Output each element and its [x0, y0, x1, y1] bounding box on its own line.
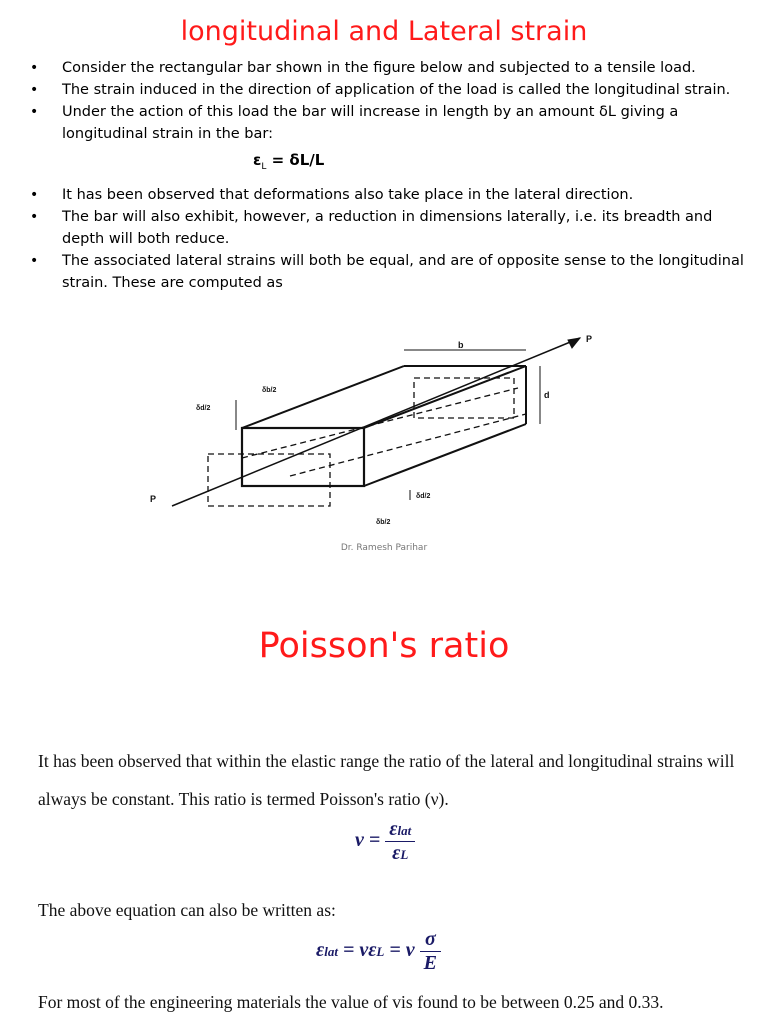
bar-deformation-diagram [140, 318, 610, 538]
poisson-definition-paragraph: It has been observed that within the elastic range the ratio of the lateral and longitudinal strains will always be constant. This ratio is termed Poisson's ratio (ν). [38, 751, 735, 809]
deformed-edge [242, 388, 518, 458]
eq-numerator [385, 818, 415, 842]
eq-num-symbol: ε [389, 818, 398, 840]
formula-rhs: = δL/L [271, 151, 325, 169]
eq2-sub-b: L [376, 944, 385, 960]
materials-range-paragraph: For most of the engineering materials the value of vis found to be between 0.25 and 0.33. [38, 992, 664, 1012]
eq2-fraction [420, 928, 441, 975]
poisson-ratio-equation [355, 818, 415, 865]
eq-num-sub: lat [397, 823, 412, 838]
bullet-item: • The associated lateral strains will both be equal, and are of opposite sense to the longitudinal strain. These are computed as [30, 250, 750, 294]
bullet-item: • The bar will also exhibit, however, a reduction in dimensions laterally, i.e. its breadth and depth will both reduce. [30, 206, 750, 250]
bullet-list [30, 57, 750, 294]
longitudinal-strain-formula [30, 149, 750, 178]
deformed-edge [290, 414, 526, 476]
eq-fraction [385, 818, 415, 865]
eq-lhs: ν = [355, 829, 381, 852]
bullet-item: • Under the action of this load the bar will increase in length by an amount δL giving a longitudinal strain in the bar: [30, 101, 750, 145]
label-b: b [458, 340, 464, 350]
bullet-item: • It has been observed that deformations also take place in the lateral direction. [30, 184, 750, 206]
formula-subscript: L [261, 162, 267, 172]
eq2-numerator: σ [420, 928, 441, 952]
label-db-top: δb/2 [262, 387, 277, 394]
eq2-sub-a: lat [324, 944, 338, 960]
eq2-symbol-a: ε [316, 939, 325, 962]
bullet-item: • Consider the rectangular bar shown in the figure below and subjected to a tensile load. [30, 57, 750, 79]
bullet-item: • The strain induced in the direction of application of the load is called the longitudinal strain. [30, 79, 750, 101]
label-d: d [544, 390, 550, 400]
deformed-back-face [414, 378, 514, 418]
rewrite-paragraph: The above equation can also be written as: [38, 900, 336, 920]
label-dd-right: δd/2 [416, 493, 431, 500]
bar-edge [364, 366, 526, 428]
label-db-bottom: δb/2 [376, 519, 391, 526]
eq-den-sub: L [400, 847, 409, 862]
bar-edge [242, 366, 404, 428]
slide-title-poisson: Poisson's ratio [258, 626, 510, 666]
eq2-symbol-b: = νε [342, 939, 377, 962]
bar-edge [364, 424, 526, 486]
label-p-bottom: P [150, 494, 157, 504]
eq-denominator [385, 842, 415, 865]
formula-symbol: ε [253, 151, 262, 169]
bar-front-face [242, 428, 364, 486]
eq2-denominator: E [423, 952, 437, 974]
slide-title-strain: longitudinal and Lateral strain [180, 16, 588, 47]
deformed-front-face [208, 454, 330, 506]
arrow-head-icon [568, 338, 580, 348]
lateral-strain-equation [316, 928, 441, 975]
image-credit: Dr. Ramesh Parihar [340, 543, 428, 553]
eq2-symbol-c: = ν [389, 939, 415, 962]
label-p-top: P [586, 334, 593, 344]
eq-den-symbol: ε [392, 842, 401, 864]
label-dd-left: δd/2 [196, 405, 211, 412]
